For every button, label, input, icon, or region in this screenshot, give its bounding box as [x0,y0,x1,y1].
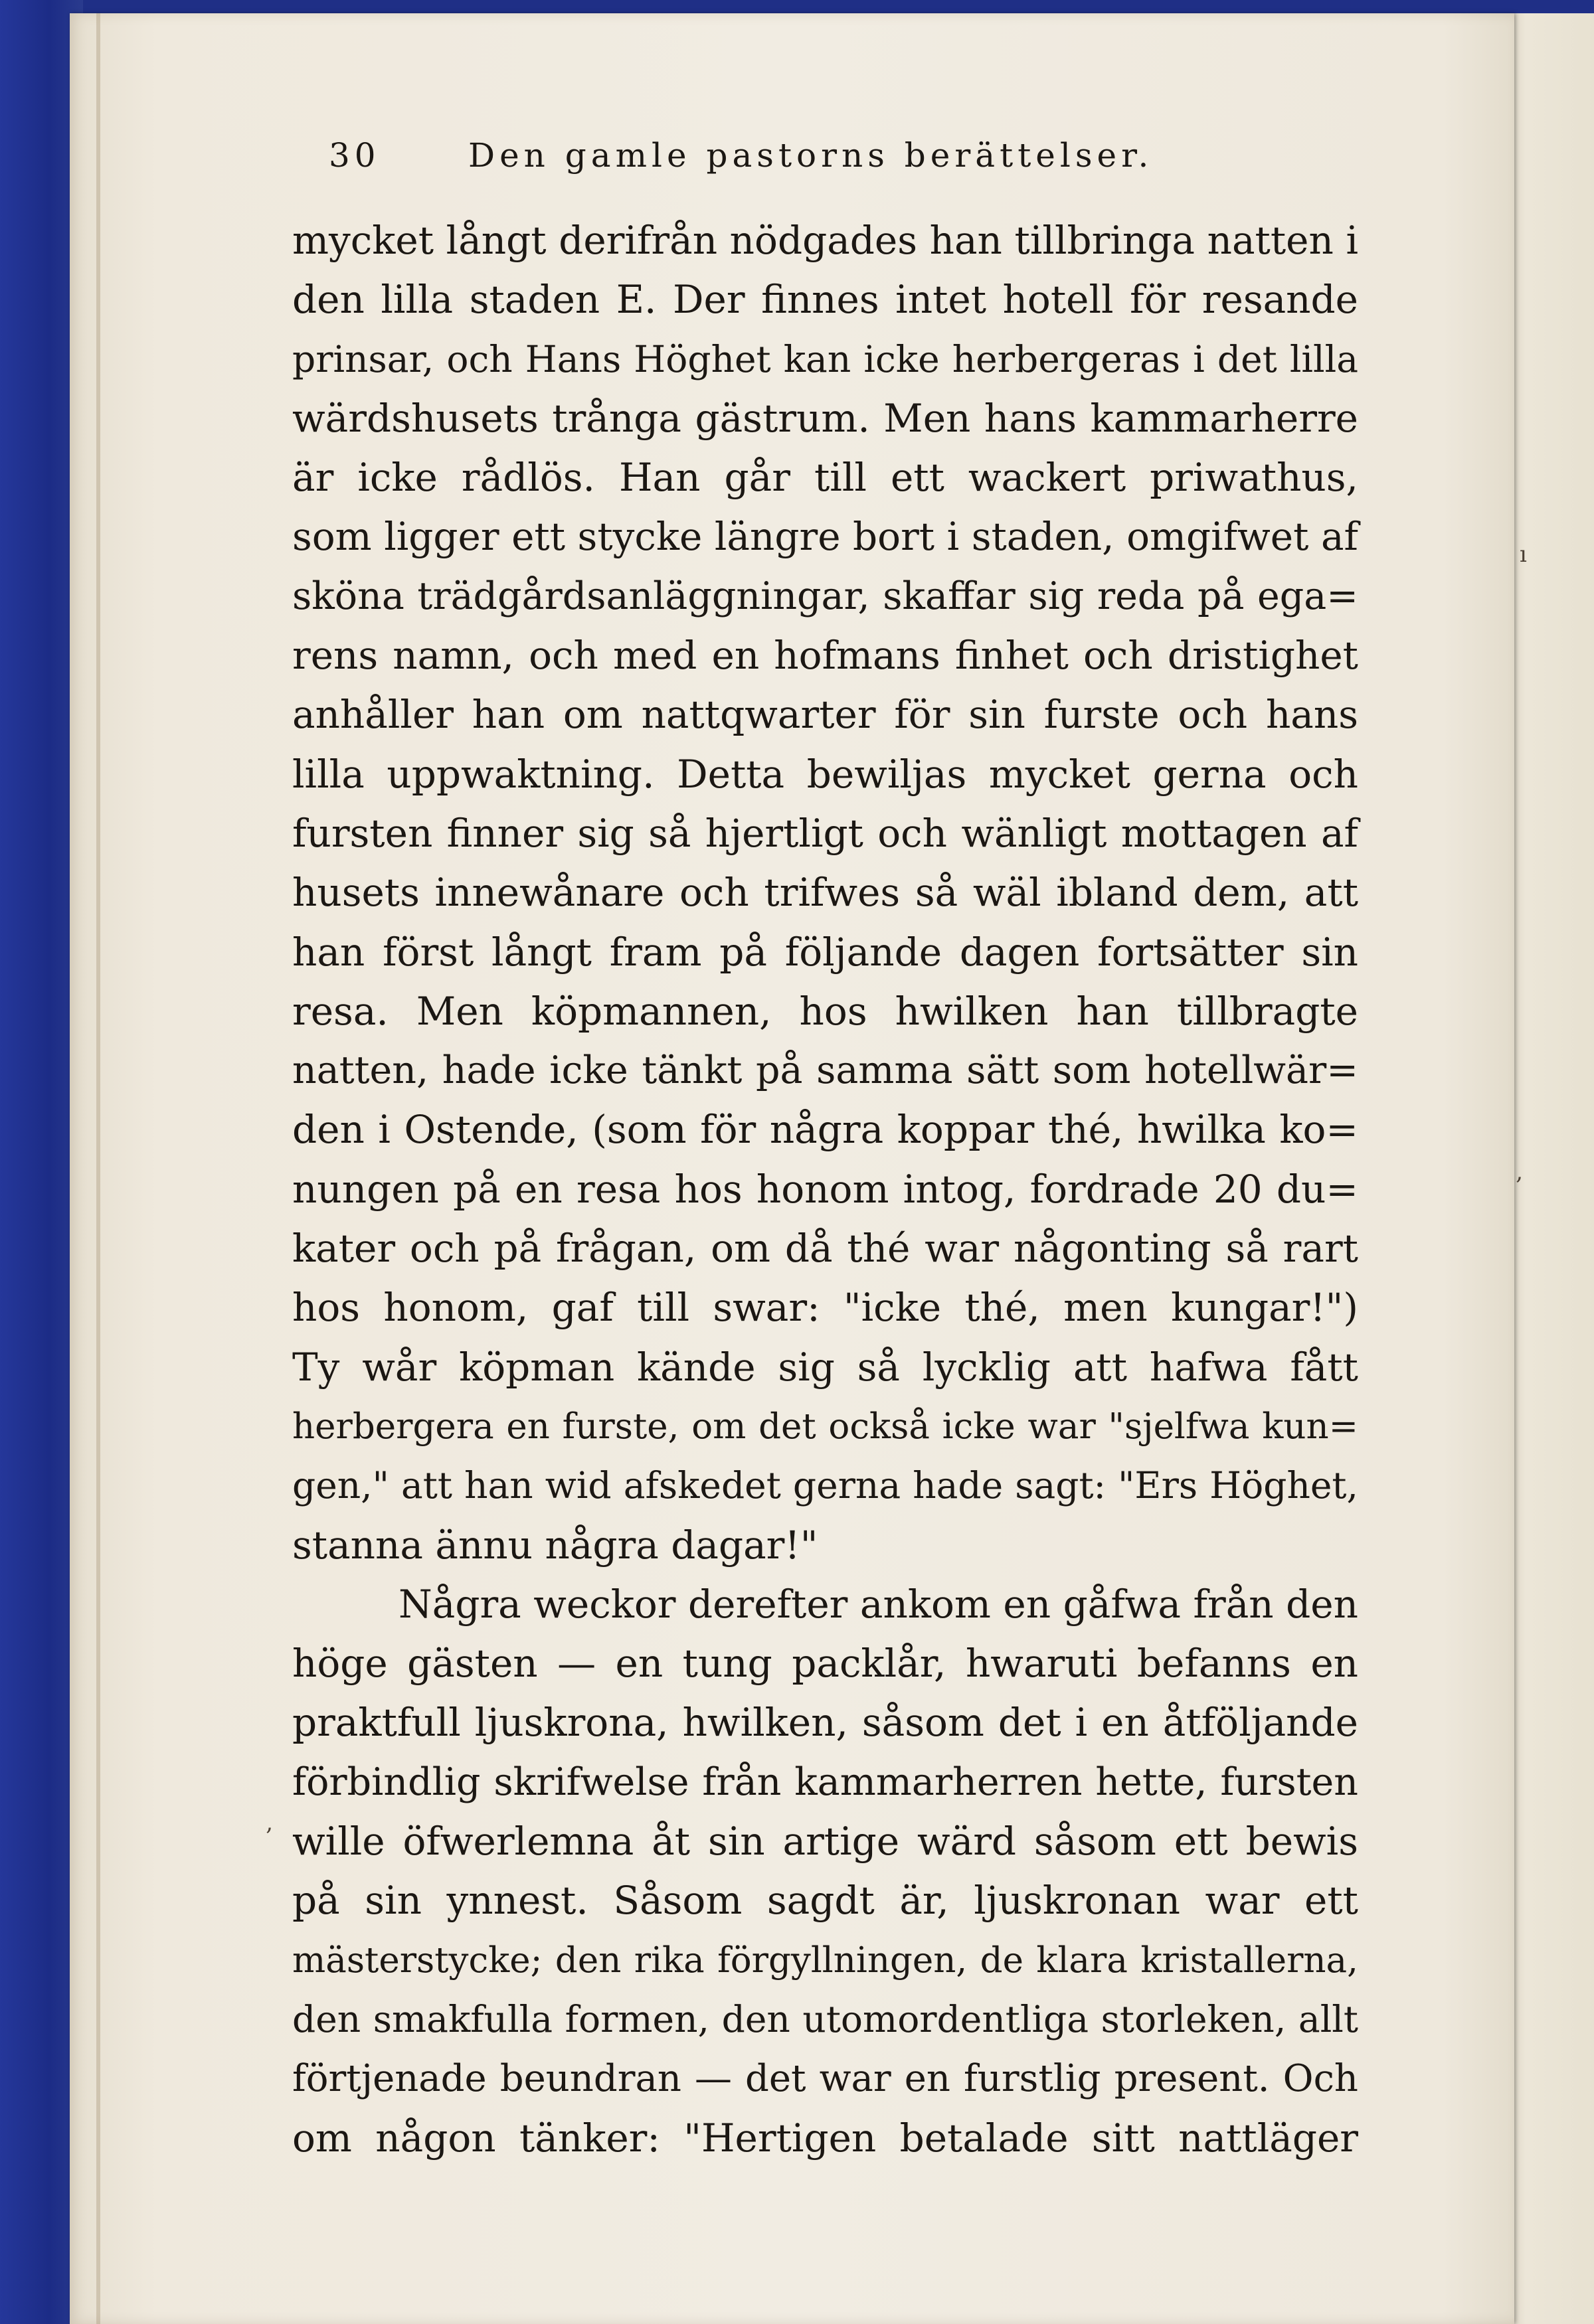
text-line: förbindlig skrifwelse från kammarherren hette, fursten [292,1760,1358,1804]
running-title: Den gamle pastorns berättelser. [468,136,1154,175]
text-line: wärdshusets trånga gästrum. Men hans kammarherre [292,395,1358,441]
paper-speck: ı [1520,541,1527,568]
text-line: om någon tänker: "Hertigen betalade sitt nattläger [292,2115,1358,2161]
text-line: mycket långt derifrån nödgades han tillbringa natten i [292,218,1358,263]
text-line: höge gästen — en tung packlår, hwaruti befanns en [292,1641,1358,1687]
text-line: praktfull ljuskrona, hwilken, såsom det i en åtföljande [292,1700,1358,1746]
text-line: som ligger ett stycke längre bort i staden, omgifwet af [292,514,1358,560]
paper-speck: ‚ [1516,1159,1523,1185]
page-header [329,136,1391,183]
page-number: 30 [329,136,381,175]
text-line: anhåller han om nattqwarter för sin furste och hans [292,692,1358,738]
text-line: resa. Men köpmannen, hos hwilken han tillbragte [292,988,1358,1034]
text-line: är icke rådlös. Han går till ett wackert priwathus, [292,455,1358,501]
text-line: stanna ännu några dagar!" [292,1522,818,1568]
text-line: prinsar, och Hans Höghet kan icke herbergeras i det lilla [292,337,1358,380]
page-body-text [292,211,1358,2168]
page-gutter [96,13,100,2324]
text-line: på sin ynnest. Såsom sagdt är, ljuskronan war ett [292,1878,1358,1924]
text-line: kater och på frågan, om då thé war någonting så rart [292,1226,1358,1272]
text-line: nungen på en resa hos honom intog, fordrade 20 du= [292,1166,1358,1212]
text-line: Några weckor derefter ankom en gåfwa från den [398,1581,1358,1627]
text-line: lilla uppwaktning. Detta bewiljas mycket gerna och [292,751,1358,797]
paper-speck: ‚ [266,1809,273,1836]
text-line: husets innewånare och trifwes så wäl ibland dem, att [292,870,1358,916]
text-line: hos honom, gaf till swar: "icke thé, men kungar!") [292,1285,1358,1331]
text-line: den lilla staden E. Der finnes intet hotell för resande [292,277,1358,323]
text-line: Ty wår köpman kände sig så lycklig att hafwa fått [292,1344,1358,1390]
text-line: herbergera en furste, om det också icke war "sjelfwa kun= [292,1406,1358,1447]
text-line: rens namn, och med en hofmans finhet och dristighet [292,633,1358,679]
text-line: sköna trädgårdsanläggningar, skaffar sig reda på ega= [292,574,1358,618]
text-line: förtjenade beundran — det war en furstlig present. Och [292,2057,1358,2101]
text-line: den i Ostende, (som för några koppar thé, hwilka ko= [292,1107,1358,1153]
text-line: wille öfwerlemna åt sin artige wärd såsom ett bewis [292,1819,1358,1865]
text-line: gen," att han wid afskedet gerna hade sagt: "Ers Höghet, [292,1464,1358,1507]
text-line: den smakfulla formen, den utomordentliga storleken, allt [292,1997,1358,2040]
text-line: fursten finner sig så hjertligt och wänligt mottagen af [292,810,1358,856]
text-line: mästerstycke; den rika förgyllningen, de klara kristallerna, [292,1940,1358,1981]
text-line: han först långt fram på följande dagen fortsätter sin [292,929,1358,975]
text-line: natten, hade icke tänkt på samma sätt som hotellwär= [292,1048,1358,1093]
